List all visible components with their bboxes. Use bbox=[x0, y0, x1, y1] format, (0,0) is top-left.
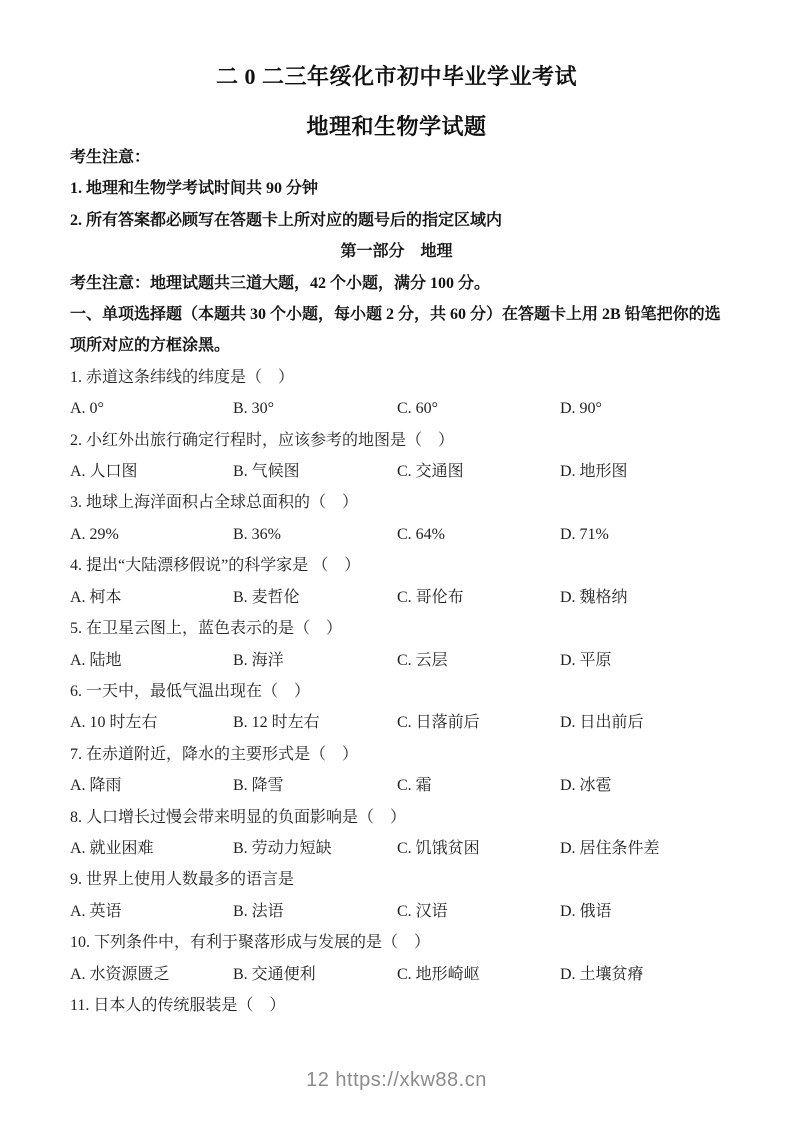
question-text: 4. 提出“大陆漂移假说”的科学家是 （ ） bbox=[70, 557, 361, 575]
question-options bbox=[70, 519, 723, 550]
question-options bbox=[70, 645, 723, 676]
question-options bbox=[70, 896, 723, 927]
question-option: A. 柯本 bbox=[70, 588, 122, 606]
question-option: C. 饥饿贫困 bbox=[397, 839, 480, 857]
question-options bbox=[70, 959, 723, 990]
question-option: D. 土壤贫瘠 bbox=[560, 965, 644, 983]
question-text: 5. 在卫星云图上，蓝色表示的是（ ） bbox=[70, 620, 343, 638]
question-options bbox=[70, 456, 723, 487]
question-option: C. 交通图 bbox=[397, 463, 464, 481]
question-text: 8. 人口增长过慢会带来明显的负面影响是（ ） bbox=[70, 808, 407, 826]
question-option: C. 霜 bbox=[397, 777, 432, 795]
page-footer bbox=[0, 1066, 793, 1094]
question-option: A. 降雨 bbox=[70, 777, 122, 795]
section-intro-line-2: 项所对应的方框涂黑。 bbox=[70, 337, 231, 355]
notice-item-1: 1. 地理和生物学考试时间共 90 分钟 bbox=[70, 180, 319, 198]
notice-label: 考生注意： bbox=[70, 149, 151, 166]
question-block bbox=[70, 487, 723, 550]
question-option: B. 麦哲伦 bbox=[233, 588, 300, 606]
exam-title: 二 0 二三年绥化市初中毕业学业考试 bbox=[215, 64, 577, 89]
question-block bbox=[70, 676, 723, 739]
question-option: B. 36% bbox=[233, 525, 281, 543]
question-text: 9. 世界上使用人数最多的语言是 bbox=[70, 871, 295, 889]
question-option: D. 魏格纳 bbox=[560, 588, 628, 606]
question-option: A. 陆地 bbox=[70, 651, 122, 669]
question-option: B. 交通便利 bbox=[233, 965, 316, 983]
question-option: C. 汉语 bbox=[397, 902, 448, 920]
question-option: A. 0° bbox=[70, 400, 104, 418]
question-option: A. 水资源匮乏 bbox=[70, 965, 170, 983]
question-option: D. 平原 bbox=[560, 651, 612, 669]
question-options bbox=[70, 582, 723, 613]
question-option: C. 云层 bbox=[397, 651, 448, 669]
question-block bbox=[70, 990, 723, 1021]
question-option: D. 71% bbox=[560, 525, 609, 543]
question-text: 6. 一天中，最低气温出现在（ ） bbox=[70, 682, 311, 700]
footer-url: https://xkw88.cn bbox=[335, 1069, 487, 1091]
question-option: D. 居住条件差 bbox=[560, 839, 660, 857]
question-option: A. 英语 bbox=[70, 902, 122, 920]
question-block bbox=[70, 362, 723, 425]
question-block bbox=[70, 927, 723, 990]
section-notice: 考生注意：地理试题共三道大题，42 个小题，满分 100 分。 bbox=[70, 274, 491, 292]
exam-subtitle: 地理和生物学试题 bbox=[306, 114, 487, 139]
section-heading: 第一部分 地理 bbox=[340, 243, 453, 261]
question-option: C. 地形崎岖 bbox=[397, 965, 480, 983]
question-option: B. 气候图 bbox=[233, 463, 300, 481]
section-intro-line-1: 一、单项选择题（本题共 30 个小题，每小题 2 分，共 60 分）在答题卡上用 2B 铅笔把你的选 bbox=[70, 306, 721, 324]
page-number: 12 bbox=[306, 1069, 330, 1091]
question-list bbox=[70, 362, 723, 1022]
question-text: 11. 日本人的传统服装是（ ） bbox=[70, 996, 286, 1014]
question-text: 7. 在赤道附近，降水的主要形式是（ ） bbox=[70, 745, 359, 763]
question-block bbox=[70, 739, 723, 802]
question-options bbox=[70, 707, 723, 738]
question-text: 3. 地球上海洋面积占全球总面积的（ ） bbox=[70, 494, 359, 512]
question-text: 10. 下列条件中，有利于聚落形成与发展的是（ ） bbox=[70, 934, 431, 952]
question-option: D. 地形图 bbox=[560, 463, 628, 481]
question-block bbox=[70, 550, 723, 613]
question-option: D. 俄语 bbox=[560, 902, 612, 920]
question-block bbox=[70, 864, 723, 927]
notice-item-2: 2. 所有答案都必顾写在答题卡上所对应的题号后的指定区域内 bbox=[70, 211, 503, 229]
question-block bbox=[70, 802, 723, 865]
question-option: A. 29% bbox=[70, 525, 119, 543]
question-option: A. 就业困难 bbox=[70, 839, 154, 857]
question-option: D. 冰雹 bbox=[560, 777, 612, 795]
question-text: 1. 赤道这条纬线的纬度是（ ） bbox=[70, 368, 295, 386]
question-options bbox=[70, 393, 723, 424]
question-option: C. 60° bbox=[397, 400, 439, 418]
question-option: A. 人口图 bbox=[70, 463, 138, 481]
question-option: B. 降雪 bbox=[233, 777, 284, 795]
question-options bbox=[70, 770, 723, 801]
question-option: C. 哥伦布 bbox=[397, 588, 464, 606]
question-option: A. 10 时左右 bbox=[70, 714, 158, 732]
question-block bbox=[70, 425, 723, 488]
question-option: B. 法语 bbox=[233, 902, 284, 920]
question-options bbox=[70, 833, 723, 864]
question-option: C. 日落前后 bbox=[397, 714, 480, 732]
question-option: B. 海洋 bbox=[233, 651, 284, 669]
question-option: B. 30° bbox=[233, 400, 275, 418]
question-block bbox=[70, 613, 723, 676]
question-option: D. 90° bbox=[560, 400, 602, 418]
question-option: B. 12 时左右 bbox=[233, 714, 320, 732]
question-text: 2. 小红外出旅行确定行程时，应该参考的地图是（ ） bbox=[70, 431, 455, 449]
question-option: D. 日出前后 bbox=[560, 714, 644, 732]
question-option: B. 劳动力短缺 bbox=[233, 839, 332, 857]
question-option: C. 64% bbox=[397, 525, 445, 543]
